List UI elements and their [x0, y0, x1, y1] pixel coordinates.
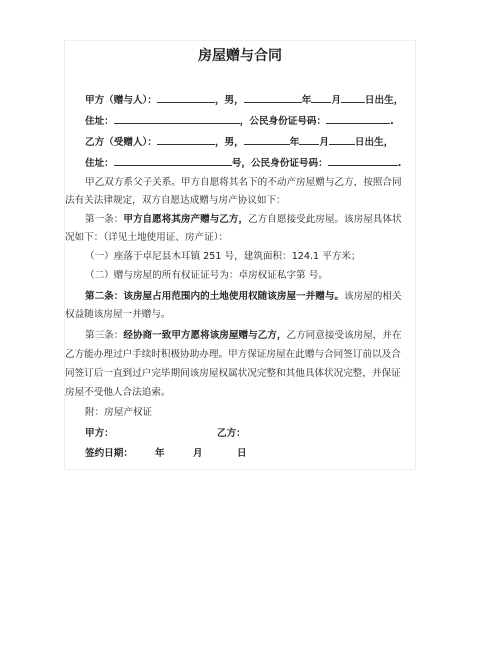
paragraph-intro-2: 法有关法律规定，双方自愿达成赠与房产协议如下： [65, 195, 286, 206]
signing-date-label: 签约日期： [85, 448, 133, 459]
party-a-address-blank [114, 114, 240, 124]
document-title: 房屋赠与合同 [198, 48, 282, 64]
article-3-line-3: 同签订后一直到过户完毕期间该房屋权属状况完整和其他具体状况完整，并保证 [65, 368, 401, 379]
party-a-gender: ，男， [214, 95, 244, 106]
party-b-label: 乙方（受赠人）： [85, 137, 157, 148]
id-number-label: ，公民身份证号码： [239, 116, 327, 127]
article-3-line-2: 乙方能办理过户手续时积极协助办理。甲方保证房屋在此赠与合同签订前以及合 [65, 349, 401, 360]
article-1-line [85, 214, 407, 226]
contract-page [64, 40, 416, 470]
item-1-line: （一）座落于卓尼县木耳镇 251 号，建筑面积：124.1 平方米； [85, 251, 361, 262]
article-2-text: 该房屋的相关 [344, 291, 402, 302]
article-3-text: 乙方同意接受该房屋，并在 [286, 330, 402, 341]
article-1-label: 第一条： [85, 214, 124, 225]
party-b-address-blank [114, 156, 232, 166]
month-label: 月 [319, 137, 329, 148]
article-2-label: 第二条： [85, 291, 124, 302]
article-2-line [85, 291, 407, 303]
party-a-name-blank [157, 93, 215, 103]
period: . [390, 116, 394, 127]
paragraph-intro-1: 甲乙双方系父子关系。甲方自愿将其名下的不动产房屋赠与乙方，按照合同 [85, 177, 402, 188]
party-b-month-blank [299, 135, 319, 145]
party-b-year-blank [244, 135, 290, 145]
article-1-line-2: 况如下：（详见土地使用证、房产证）： [65, 232, 229, 243]
party-b-id-blank [328, 156, 398, 166]
article-3-line-4: 房屋不受他人合法追索。 [65, 387, 171, 398]
party-a-signature-label: 甲方： [85, 428, 114, 439]
party-a-address-line [85, 114, 407, 128]
party-b-gender: ，男， [214, 137, 244, 148]
party-b-address-line [85, 156, 407, 170]
article-3-bold: 经协商一致甲方愿将该房屋赠与乙方， [123, 330, 287, 341]
party-a-id-blank [326, 114, 390, 124]
signature-line [85, 428, 407, 440]
article-3-label: 第三条： [85, 330, 124, 341]
party-b-name-blank [157, 135, 215, 145]
attachment-line: 附：房屋产权证 [85, 407, 153, 418]
signing-month-label: 月 [193, 448, 203, 459]
address-label: 住址： [85, 116, 114, 127]
item-2-line: （二）赠与房屋的所有权证证号为：卓房权证私字第 号。 [85, 270, 328, 281]
article-3-line [85, 330, 407, 342]
article-2-line-2: 权益随该房屋一并赠与。 [65, 309, 171, 320]
article-1-text: 乙方自愿接受此房屋。该房屋具体状 [248, 214, 402, 225]
signing-day-label: 日 [237, 448, 247, 459]
party-b-day-blank [329, 135, 355, 145]
party-b-signature-label: 乙方： [217, 428, 246, 439]
article-1-bold: 甲方自愿将其房产赠与乙方， [123, 214, 249, 225]
month-label: 月 [331, 95, 341, 106]
party-a-month-blank [311, 93, 331, 103]
year-label: 年 [301, 95, 312, 106]
birth-label: 日出生， [364, 95, 404, 106]
signing-year-label: 年 [155, 448, 165, 459]
party-a-line [85, 93, 407, 107]
address-label: 住址： [85, 158, 114, 169]
party-b-line [85, 135, 407, 149]
period: . [397, 158, 402, 169]
party-a-label: 甲方（赠与人）： [85, 95, 157, 106]
party-a-year-blank [244, 93, 302, 103]
article-2-bold: 该房屋占用范围内的土地使用权随该房屋一并赠与。 [123, 291, 345, 302]
birth-label: 日出生， [354, 137, 394, 148]
party-a-day-blank [341, 93, 365, 103]
year-label: 年 [289, 137, 300, 148]
id-number-label: 号，公民身份证号码： [231, 158, 328, 169]
signing-date-line [85, 448, 407, 460]
